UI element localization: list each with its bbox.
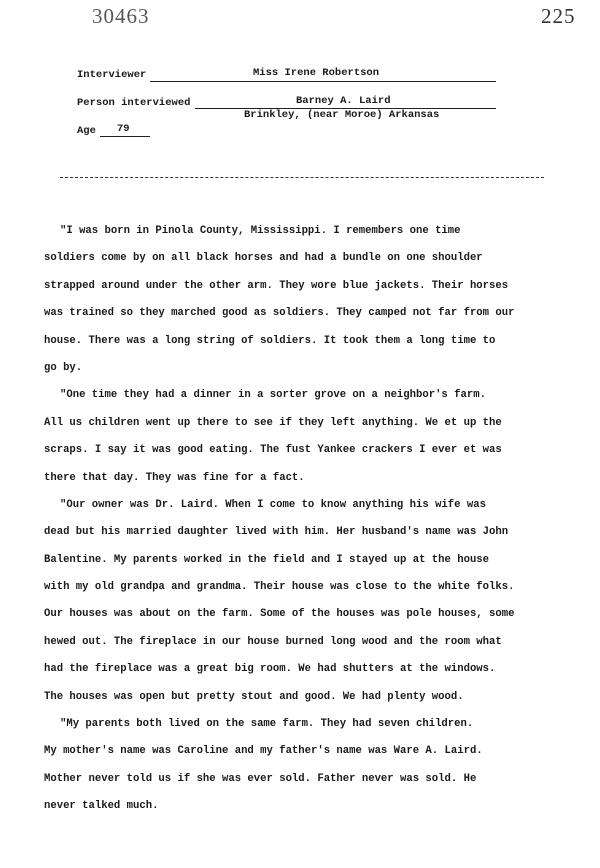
text-line: was trained so they marched good as soldiers. They camped not far from our xyxy=(44,307,515,320)
text-line: there that day. They was fine for a fact. xyxy=(44,471,305,484)
text-line: "Our owner was Dr. Laird. When I come to know anything his wife was xyxy=(60,498,486,511)
text-line: go by. xyxy=(44,361,83,374)
page-number: 225 xyxy=(541,4,576,28)
text-line: with my old grandpa and grandma. Their house was close to the white folks. xyxy=(44,581,515,594)
interviewer-label: Interviewer xyxy=(77,69,147,81)
interviewer-underline xyxy=(150,81,496,82)
text-line: The houses was open but pretty stout and good. We had plenty wood. xyxy=(44,690,464,703)
age-value: 79 xyxy=(117,123,130,135)
text-line: dead but his married daughter lived with him. Her husband's name was John xyxy=(44,526,509,539)
text-line: Our houses was about on the farm. Some of the houses was pole houses, some xyxy=(44,608,515,621)
text-line: had the fireplace was a great big room. We had shutters at the windows. xyxy=(44,663,496,676)
text-line: house. There was a long string of soldiers. It took them a long time to xyxy=(44,334,496,347)
text-line: never talked much. xyxy=(44,800,159,813)
text-line: "I was born in Pinola County, Mississippi. I remembers one time xyxy=(60,225,461,237)
interview-text xyxy=(44,218,564,821)
text-line: All us children went up there to see if they left anything. We et up the xyxy=(44,416,502,429)
text-line: hewed out. The fireplace in our house burned long wood and the room what xyxy=(44,635,502,648)
text-line: strapped around under the other arm. They wore blue jackets. Their horses xyxy=(44,279,509,292)
text-line: scraps. I say it was good eating. The fust Yankee crackers I ever et was xyxy=(44,444,502,457)
text-line: "My parents both lived on the same farm. They had seven children. xyxy=(60,718,474,731)
text-line: soldiers come by on all black horses and had a bundle on one shoulder xyxy=(44,252,483,265)
text-line: Balentine. My parents worked in the field and I stayed up at the house xyxy=(44,553,490,566)
person-interviewed-value: Barney A. Laird xyxy=(296,95,391,107)
location-value: Brinkley, (near Moroe) Arkansas xyxy=(244,109,440,121)
age-underline xyxy=(100,136,150,137)
interviewer-value: Miss Irene Robertson xyxy=(253,67,380,79)
person-interviewed-label: Person interviewed xyxy=(77,97,191,109)
text-line: My mother's name was Caroline and my father's name was Ware A. Laird. xyxy=(44,745,483,758)
age-label: Age xyxy=(77,125,96,137)
archive-number: 30463 xyxy=(92,4,150,28)
section-divider xyxy=(60,177,544,178)
text-line: Mother never told us if she was ever sold. Father never was sold. He xyxy=(44,772,477,785)
text-line: "One time they had a dinner in a sorter grove on a neighbor's farm. xyxy=(60,389,486,402)
